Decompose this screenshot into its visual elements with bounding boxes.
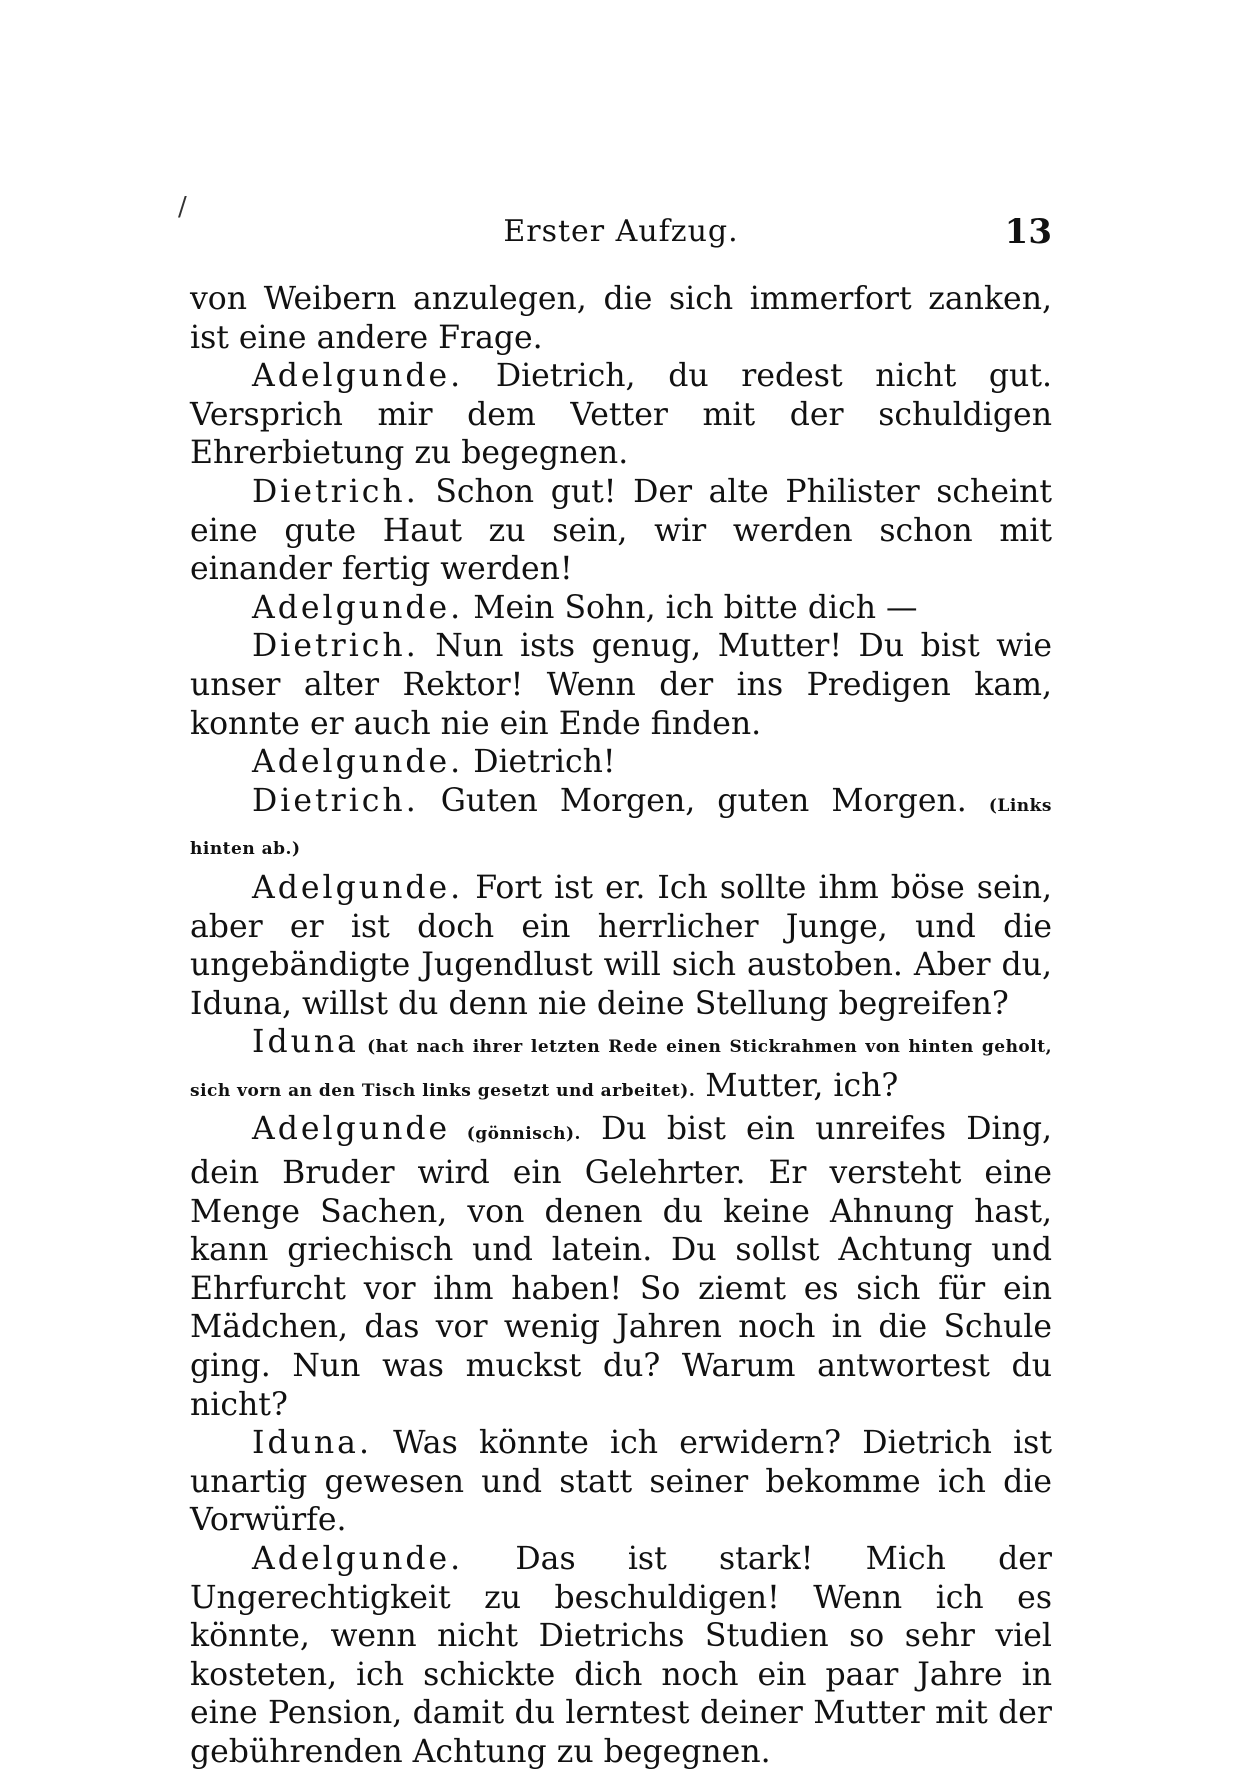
paragraph [190,1424,1052,1540]
running-title: Erster Aufzug. [503,214,739,249]
speaker-name: Adelgunde. [252,589,464,626]
paragraph [190,1110,1052,1424]
dialogue-text: Guten Morgen, guten Morgen. [418,782,989,819]
dialogue-text: Das ist stark! Mich der Ungerechtigkeit zu beschuldigen! Wenn ich es könnte, wenn nicht Dietrichs Studien so sehr viel kosteten, ich schickte dich noch ein paar Jahre in eine Pension, damit du lerntest deiner Mutter mit der gebührenden Achtung zu begegnen. [190,1541,1052,1770]
paragraph [190,1540,1052,1772]
paragraph [190,627,1052,743]
speaker-name: Adelgunde. [252,1541,464,1577]
paragraph [190,743,1052,782]
speaker-name: Iduna [252,1024,359,1061]
speaker-name: Dietrich. [252,473,419,510]
speaker-name: Adelgunde [252,1111,451,1148]
paragraph [190,473,1052,589]
dialogue-text: Dietrich! [463,744,616,781]
paragraph: von Weibern anzulegen, die sich immerfort zanken, ist eine andere Frage. [190,281,1052,356]
paragraph [190,782,1052,869]
dialogue-text: Mutter, ich? [695,1067,899,1104]
dialogue-text: Du bist ein unreifes Ding, dein Bruder wird ein Gelehrter. Er versteht eine Menge Sachen, von denen du keine Ahnung hast, kann griechisch und latein. Du sollst Achtung und Ehrfurcht vor ihm haben! So ziemt es sich für ein Mädchen, das vor wenig Jahren noch in die Schule ging. Nun was muckst du? Warum antwortest du nicht? [190,1111,1052,1423]
dialogue-text: Mein Sohn, ich bitte dich — [463,589,918,626]
speaker-name: Dietrich. [252,628,419,665]
paragraph [190,869,1052,1023]
dialogue-text: Was könnte ich erwidern? Dietrich ist unartig gewesen und statt seiner bekomme ich die Vorwürfe. [190,1425,1052,1539]
page-header [190,212,1052,256]
stage-direction: (Links hinten ab.) [190,795,1052,860]
speaker-name: Dietrich. [252,782,419,819]
dialogue-text: Dietrich, du redest nicht gut. Versprich mir dem Vetter mit der schuldigen Ehrerbietung zu begegnen. [190,358,1052,472]
stage-direction: (hat nach ihrer letzten Rede einen Stickrahmen von hinten geholt, sich vorn an den Tisch links gesetzt und arbeitet). [190,1037,1052,1101]
dialogue-text: Schon gut! Der alte Philister scheint eine gute Haut zu sein, wir werden schon mit einander fertig werden! [190,473,1052,588]
pencil-mark: / [178,192,187,222]
paragraph [190,357,1052,473]
stage-direction: (gönnisch). [450,1124,581,1145]
paragraph [190,589,1052,628]
speaker-name: Adelgunde. [252,744,464,781]
speaker-name: Adelgunde. [252,869,464,906]
speaker-name: Adelgunde. [252,358,464,395]
speaker-name: Iduna. [252,1425,372,1462]
paragraph [190,1023,1052,1110]
page-number: 13 [1004,212,1052,252]
page-text [190,280,1052,1772]
dialogue-text: Fort ist er. Ich sollte ihm böse sein, aber er ist doch ein herrlicher Junge, und die ungebändigte Jugendlust will sich austoben. Aber du, Iduna, willst du denn nie deine Stellung begreifen? [190,869,1052,1022]
dialogue-text: Nun ists genug, Mutter! Du bist wie unser alter Rektor! Wenn der ins Predigen kam, konnte er auch nie ein Ende finden. [190,628,1052,742]
